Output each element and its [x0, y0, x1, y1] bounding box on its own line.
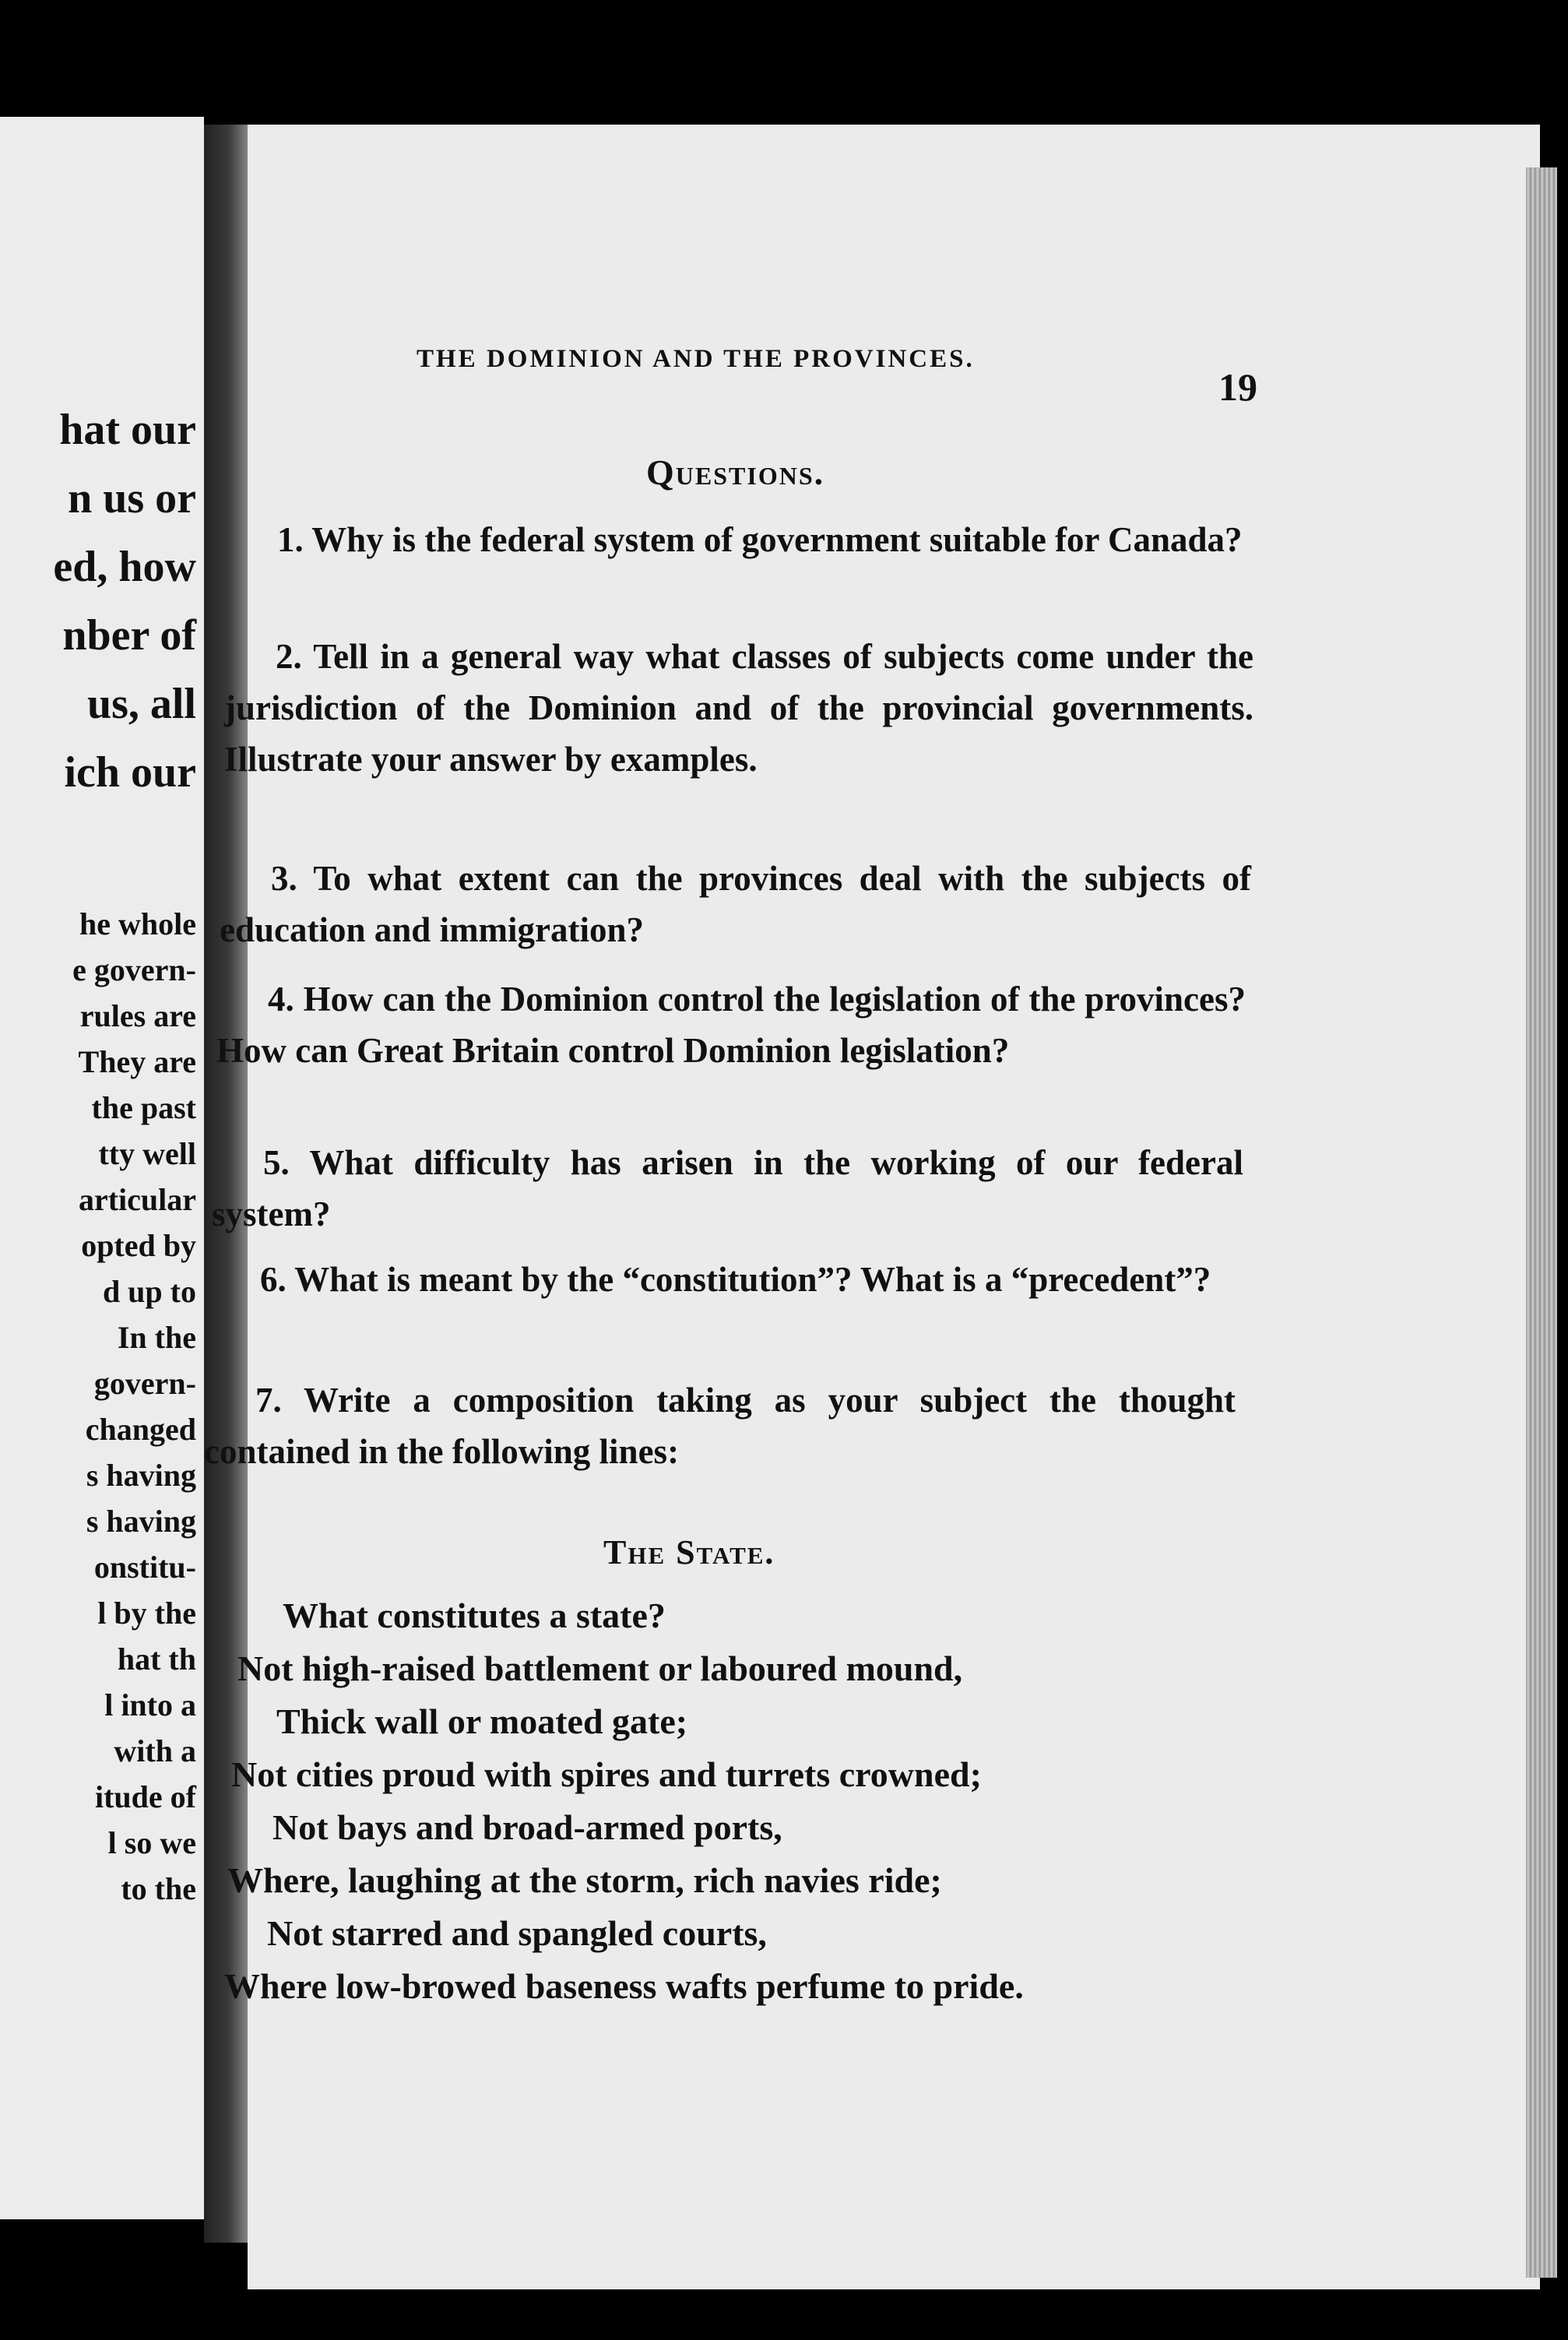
- facing-page-line: changed: [85, 1412, 196, 1447]
- question-2: 2. Tell in a general way what classes of subjects come under the jurisdiction of the Dominion and of the provincial governments. Illustrate your answer by examples.: [224, 637, 1253, 779]
- facing-page-line: itude of: [95, 1779, 196, 1814]
- question-4: 4. How can the Dominion control the legislation of the provinces? How can Great Britain control Dominion legislation?: [216, 980, 1246, 1070]
- facing-page-line: s having: [86, 1458, 196, 1493]
- facing-page-line: l by the: [97, 1596, 196, 1631]
- facing-page-line: hat our: [59, 406, 196, 454]
- poem-title: The State.: [603, 1533, 775, 1571]
- facing-page-line: s having: [86, 1504, 196, 1539]
- facing-page-line: l so we: [107, 1825, 196, 1860]
- poem-line: Where low-browed baseness wafts perfume to pride.: [224, 1966, 1024, 2006]
- poem-line: What constitutes a state?: [283, 1596, 666, 1635]
- poem-line: Where, laughing at the storm, rich navies ride;: [227, 1860, 942, 1900]
- facing-page-line: d up to: [102, 1274, 196, 1309]
- facing-page-line: with a: [114, 1733, 196, 1768]
- facing-page-fragment: [0, 117, 204, 2219]
- facing-page-line: govern-: [93, 1366, 196, 1401]
- facing-page-line: the past: [91, 1090, 196, 1125]
- facing-page-line: he whole: [79, 906, 196, 941]
- facing-page-line: us, all: [86, 680, 196, 728]
- poem-line: Not starred and spangled courts,: [267, 1913, 767, 1953]
- question-5: 5. What difficulty has arisen in the working of our federal system?: [212, 1143, 1243, 1233]
- question-6: 6. What is meant by the “constitution”? What is a “precedent”?: [260, 1260, 1211, 1299]
- question-7: 7. Write a composition taking as your subject the thought contained in the following lines:: [204, 1381, 1236, 1471]
- question-1: 1. Why is the federal system of government suitable for Canada?: [277, 520, 1243, 559]
- poem-line: Not bays and broad-armed ports,: [272, 1807, 782, 1847]
- facing-page-line: ich our: [64, 748, 196, 797]
- facing-page-line: to the: [121, 1871, 196, 1906]
- facing-page-line: onstitu-: [93, 1550, 196, 1585]
- facing-page-line: l into a: [104, 1687, 196, 1722]
- poem-line: Thick wall or moated gate;: [276, 1701, 688, 1741]
- facing-page-line: tty well: [98, 1136, 196, 1171]
- page-edge: [1526, 167, 1557, 2278]
- questions-heading: Questions.: [646, 452, 825, 492]
- facing-page-line: In the: [117, 1320, 196, 1355]
- facing-page-line: hat th: [117, 1642, 196, 1677]
- facing-page-line: opted by: [81, 1228, 196, 1263]
- facing-page-line: nber of: [62, 611, 196, 660]
- facing-page-line: ed, how: [53, 543, 196, 591]
- facing-page-line: articular: [78, 1182, 196, 1217]
- facing-page-line: They are: [78, 1044, 196, 1079]
- facing-page-line: e govern-: [72, 952, 196, 987]
- facing-page-line: rules are: [79, 998, 196, 1033]
- poem-line: Not cities proud with spires and turrets crowned;: [231, 1754, 982, 1794]
- page-number: 19: [1218, 365, 1257, 409]
- running-head: THE DOMINION AND THE PROVINCES.: [417, 345, 975, 373]
- poem-line: Not high-raised battlement or laboured mound,: [237, 1649, 963, 1688]
- facing-page-line: n us or: [68, 474, 196, 523]
- question-3: 3. To what extent can the provinces deal with the subjects of education and immigration?: [220, 859, 1251, 949]
